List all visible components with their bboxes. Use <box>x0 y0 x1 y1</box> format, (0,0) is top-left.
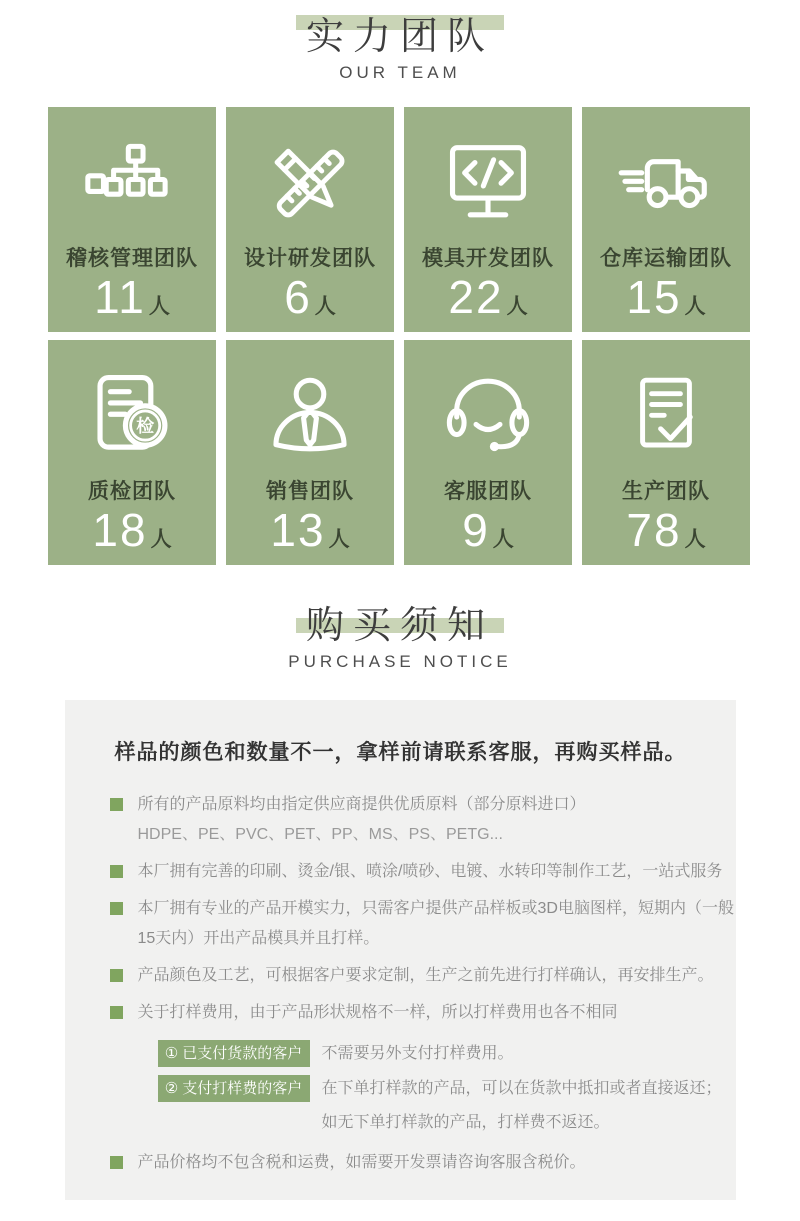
notice-subtitle: PURCHASE NOTICE <box>288 652 512 671</box>
design-tools-icon <box>226 137 394 233</box>
fee-case-row <box>158 1040 712 1067</box>
team-card-count-number: 13 <box>270 504 326 556</box>
bullet-line: 15天内）开出产品模具并且打样。 <box>137 930 380 947</box>
fee-case-label: ① 已支付货款的客户 <box>158 1040 310 1067</box>
team-card <box>226 340 394 565</box>
purchase-notice-box <box>65 700 736 1200</box>
fee-case-text: 不需要另外支付打样费用。 <box>321 1045 514 1062</box>
notice-title: 购买须知 <box>305 605 494 647</box>
notice-bullet <box>110 1148 712 1178</box>
team-card-label: 生产团队 <box>622 480 710 503</box>
team-card <box>582 107 750 332</box>
team-subtitle: OUR TEAM <box>339 63 461 82</box>
bullet-line: 本厂拥有专业的产品开模实力，只需客户提供产品样板或3D电脑图样，短期内（一般 <box>137 900 734 917</box>
notice-bullet <box>110 961 712 991</box>
fee-case-row <box>158 1075 722 1136</box>
team-card-count <box>404 273 572 332</box>
salesperson-icon <box>226 370 394 466</box>
bullet-line: HDPE、PE、PVC、PET、PP、MS、PS、PETG... <box>137 826 503 843</box>
code-monitor-icon <box>404 137 572 233</box>
team-card-count-unit: 人 <box>314 295 336 318</box>
team-card-count-unit: 人 <box>684 528 706 551</box>
checklist-icon <box>582 370 750 466</box>
bullet-line: 产品价格均不包含税和运费，如需要开发票请咨询客服含税价。 <box>137 1154 586 1171</box>
delivery-truck-icon <box>582 137 750 233</box>
notice-bullet <box>110 998 712 1028</box>
team-card-count-number: 22 <box>448 271 504 323</box>
team-card-label: 稽核管理团队 <box>66 247 198 270</box>
headset-icon <box>404 370 572 466</box>
team-card <box>48 340 216 565</box>
team-card-count-number: 9 <box>462 504 490 556</box>
sample-fee-cases <box>158 1040 722 1136</box>
team-card <box>404 107 572 332</box>
fee-case-text: 如无下单打样款的产品，打样费不返还。 <box>321 1114 610 1131</box>
bullet-square-icon <box>110 865 123 878</box>
bullet-line: 产品颜色及工艺，可根据客户要求定制，生产之前先进行打样确认，再安排生产。 <box>137 967 714 984</box>
team-card-label: 客服团队 <box>444 480 532 503</box>
team-card-count-number: 15 <box>626 271 682 323</box>
team-card-label: 质检团队 <box>88 480 176 503</box>
team-card-count-number: 11 <box>94 271 146 323</box>
fee-case-text: 在下单打样款的产品，可以在货款中抵扣或者直接返还； <box>321 1080 722 1097</box>
inspection-badge-glyph: 检 <box>136 416 155 437</box>
bullet-line: 本厂拥有完善的印刷、烫金/银、喷涂/喷砂、电镀、水转印等制作工艺，一站式服务 <box>137 863 723 880</box>
team-card-label: 销售团队 <box>266 480 354 503</box>
team-card-count <box>48 506 216 565</box>
team-card-label: 仓库运输团队 <box>600 247 732 270</box>
team-card-count-number: 6 <box>284 271 312 323</box>
bullet-square-icon <box>110 1006 123 1019</box>
team-card <box>582 340 750 565</box>
team-card-count <box>48 273 216 332</box>
notice-headline: 样品的颜色和数量不一，拿样前请联系客服，再购买样品。 <box>114 741 687 764</box>
team-card-count <box>582 506 750 565</box>
bullet-line: 关于打样费用，由于产品形状规格不一样，所以打样费用也各不相同 <box>137 1004 618 1021</box>
inspection-doc-icon <box>48 370 216 466</box>
team-title: 实力团队 <box>305 16 494 58</box>
team-card-label: 模具开发团队 <box>422 247 554 270</box>
team-card <box>226 107 394 332</box>
team-card-count <box>404 506 572 565</box>
org-chart-icon <box>48 137 216 233</box>
notice-bullet <box>110 894 734 954</box>
notice-section-header <box>0 603 800 672</box>
team-card-count-unit: 人 <box>492 528 514 551</box>
team-card-count-unit: 人 <box>148 295 170 318</box>
team-card-count-unit: 人 <box>684 295 706 318</box>
team-card <box>48 107 216 332</box>
team-card-count-number: 18 <box>92 504 148 556</box>
team-card-count-unit: 人 <box>328 528 350 551</box>
team-card-count-unit: 人 <box>150 528 172 551</box>
notice-bullet <box>110 857 723 887</box>
team-card-count <box>226 273 394 332</box>
team-cards-grid <box>48 107 800 565</box>
bullet-square-icon <box>110 969 123 982</box>
bullet-line: 所有的产品原料均由指定供应商提供优质原料（部分原料进口） <box>137 796 586 813</box>
team-card-label: 设计研发团队 <box>244 247 376 270</box>
team-card-count <box>226 506 394 565</box>
bullet-square-icon <box>110 798 123 811</box>
team-card-count-number: 78 <box>626 504 682 556</box>
team-card-count <box>582 273 750 332</box>
team-card-count-unit: 人 <box>506 295 528 318</box>
bullet-square-icon <box>110 902 123 915</box>
notice-bullet <box>110 790 712 850</box>
fee-case-label: ② 支付打样费的客户 <box>158 1075 310 1102</box>
team-section-header <box>0 0 800 83</box>
bullet-square-icon <box>110 1156 123 1169</box>
team-card <box>404 340 572 565</box>
